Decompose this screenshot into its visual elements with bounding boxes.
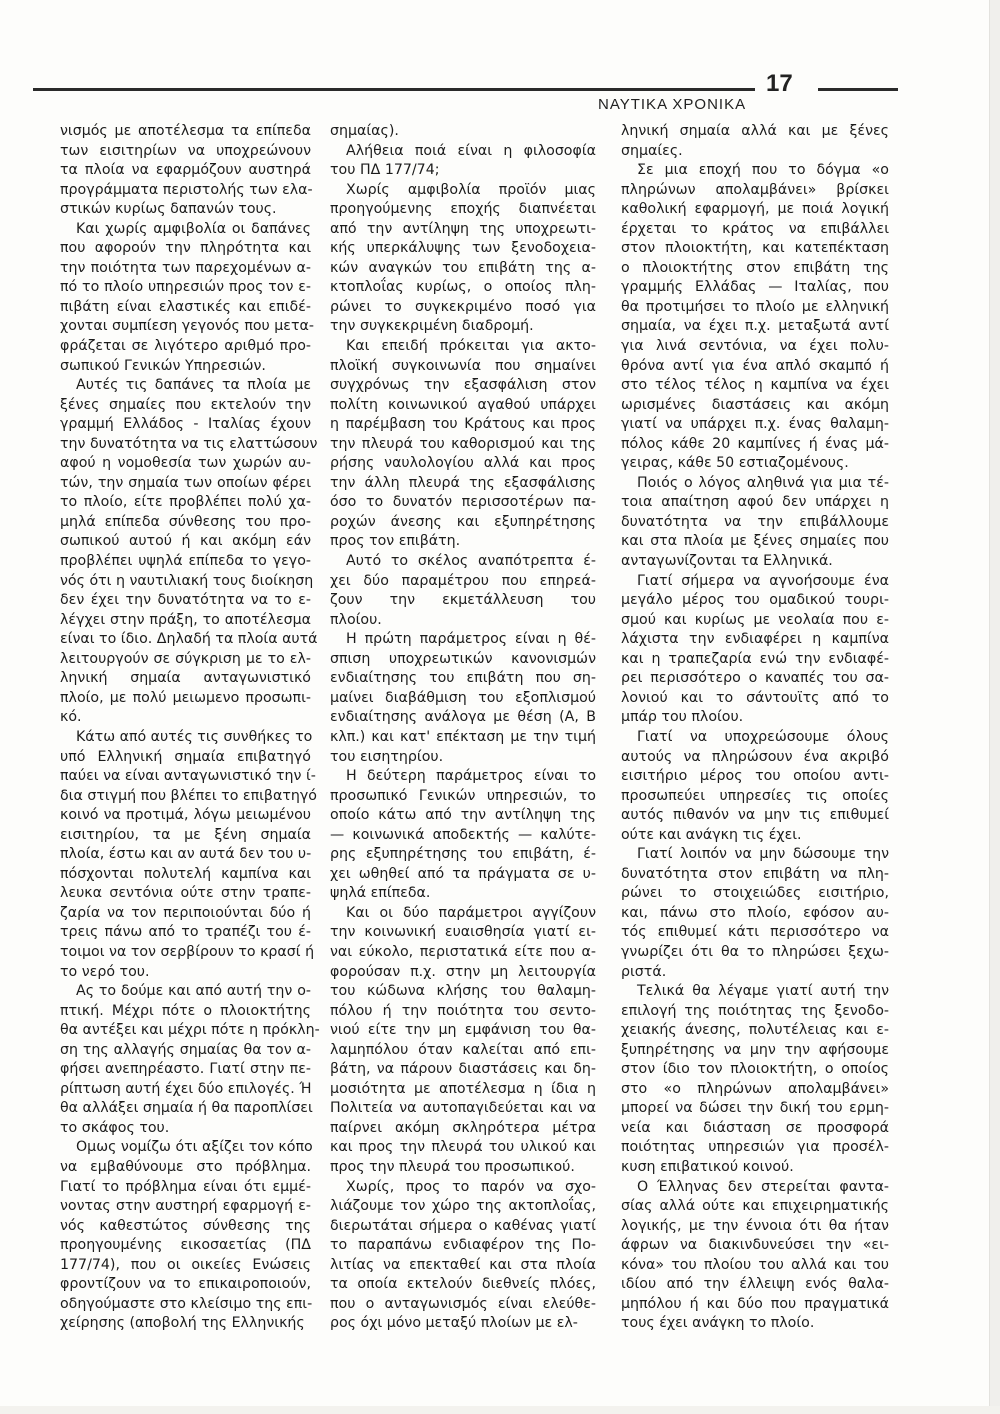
text-line: τοιμοι να τον σερβίρουν το κρασί ή — [60, 943, 315, 960]
text-line: Αλήθεια ποιά είναι η φιλοσοφία — [346, 142, 596, 159]
text-line: όσο το δυνατόν περισσοτέρων πα- — [330, 494, 596, 511]
text-line: υπό Ελληνική σημαία επιβατηγό — [60, 748, 311, 765]
text-line: εισιτήριο μέρος του οποίου αντι- — [621, 768, 889, 785]
text-line: το παραπάνω ενδιαφέρον της Πο- — [330, 1237, 596, 1254]
text-line: Και οι δύο παράμετροι αγγίζουν — [346, 904, 596, 921]
paragraph — [60, 376, 318, 728]
text-line: Ποιός ο λόγος αληθινά για μια τέ- — [637, 474, 889, 491]
text-line: πόλου ή την ποιότητα του σεντο- — [330, 1002, 596, 1019]
text-line: λάχιστα την ενδιαφέρει η καμπίνα — [621, 631, 889, 648]
text-line: σπιση υποχρεωτικών κανονισμών — [330, 650, 596, 667]
text-line: σημαίες. — [621, 142, 683, 159]
text-line: Αυτές τις δαπάνες τα πλοία με — [76, 377, 311, 394]
text-line: θα προτιμήσει το πλοίο με ελληνική — [621, 298, 889, 315]
text-line: του ΠΔ 177/74; — [330, 162, 440, 179]
text-line: ζαρία να τον περιποιούνται δύο ή — [60, 904, 311, 921]
text-line: ναι εύκολο, περιστατικά είτε που α- — [330, 943, 596, 960]
text-line: πτική. Μέχρι πότε ο πλοιοκτήτης — [60, 1002, 311, 1019]
text-line: ριστά. — [621, 963, 667, 980]
text-line: την πλευρά του καθορισμού και της — [330, 435, 596, 452]
text-line: ξένες σημαίες που εκτελούν την — [60, 396, 311, 413]
text-line: νισμός με αποτέλεσμα τα επίπεδα — [60, 123, 311, 139]
text-line: βάτη, να πάρουν διαστάσεις και δη- — [330, 1061, 596, 1078]
text-line: αυτούς να πληρώσουν ένα ακριβό — [621, 748, 889, 765]
text-line: κυση επιβατικού κοινού. — [621, 1158, 794, 1175]
text-line: φορούσαν π.χ. στην μη λειτουργία — [330, 963, 596, 980]
text-line: χει ωθηθεί από τα πράγματα σε υ- — [330, 865, 596, 882]
text-line: μηλά επίπεδα σύνθεσης του προ- — [60, 513, 311, 530]
text-line: πλοϊκή συγκοινωνία που σημαίνει — [330, 357, 596, 374]
text-line: τός επιθυμεί κάτι περισσότερο να — [621, 924, 889, 941]
text-line: νεία και διάσταση σε προσφορά — [621, 1119, 889, 1136]
text-line: χείρησης (αποβολή της Ελληνικής — [60, 1315, 305, 1332]
header-rule-left — [33, 88, 755, 91]
text-line: παίρνει ακόμη σκληρότερα μέτρα — [330, 1119, 596, 1136]
text-line: Ο Έλληνας δεν στερείται φαντα- — [637, 1178, 889, 1195]
text-line: την άλλη πλευρά της εξασφάλισης — [330, 474, 596, 491]
paragraph — [330, 630, 596, 767]
text-line: πόλος κάθε 20 καμπίνες ή ένας μά- — [621, 435, 889, 452]
text-line: προηγούμενης εποχής διαπνέεται — [330, 201, 596, 218]
text-line: κών αναγκών του επιβάτη της α- — [330, 259, 596, 276]
text-line: Και επειδή πρόκειται για ακτο- — [346, 338, 596, 355]
text-line: ρει περισσότερο ο καναπές του σα- — [621, 670, 889, 687]
text-line: καθολική εφαρμογή, με ποιά λογική — [621, 201, 889, 218]
text-line: ροχών άνεσης και εξυπηρέτησης — [330, 513, 596, 530]
text-line: την συγκεκριμένη διαδρομή. — [330, 318, 534, 335]
text-line: λαμηπόλου όταν καλείται από επι- — [330, 1041, 596, 1058]
text-line: χει δύο παραμέτρου που επηρεά- — [330, 572, 596, 589]
text-line: και, πάνω στο πλοίο, εφόσον αυ- — [621, 904, 889, 921]
text-line: ψηλά επίπεδα. — [330, 885, 431, 902]
text-line: προς τον επιβάτη. — [330, 533, 461, 550]
text-line: τους έχει ανάγκη το πλοίο. — [621, 1315, 815, 1332]
text-line: που ο ανταγωνισμός είναι ελεύθε- — [330, 1295, 596, 1312]
text-line: μαίνει διαβάθμιση του εξοπλισμού — [330, 689, 596, 706]
text-line: την δυνατότητα να τις ελαττώσουν — [60, 435, 318, 452]
text-line: χειακής άνεσης, πολυτέλειας και ε- — [621, 1022, 889, 1039]
text-column-1 — [60, 122, 320, 1334]
text-line: και η τραπεζαρία ενώ την ενδιαφέ- — [621, 650, 889, 667]
text-line: κτοπλοΐας κυρίως, ο οποίος πλη- — [330, 279, 596, 296]
text-line: μεγάλο μέρος του ομαδικού τουρι- — [621, 592, 889, 609]
paragraph — [621, 122, 889, 161]
text-line: ούτε και ανάγκη τις έχει. — [621, 826, 802, 843]
text-line: Γιατί να υποχρεώσουμε όλους — [637, 728, 889, 745]
text-line: αυτός πιθανόν να μην τις επιθυμεί — [621, 807, 889, 824]
text-line: εισιτηρίου, τα με ξένη σημαία — [60, 826, 311, 843]
text-line: προγράμματα περιστολής των ελα- — [60, 181, 313, 198]
text-line: φήσει ανεπηρέαστο. Γιατί στην πε- — [60, 1061, 311, 1078]
paragraph — [60, 728, 317, 982]
text-line: την ποιότητα των παρεχομένων α- — [60, 259, 311, 276]
text-line: Κάτω από αυτές τις συνθήκες το — [76, 728, 313, 745]
paragraph — [621, 845, 889, 982]
text-line: γειρας, κάθε 50 εστιαζομένους. — [621, 455, 849, 472]
text-line: πλοίου. — [330, 611, 382, 628]
text-line: το σκάφος του. — [60, 1119, 170, 1136]
text-line: ρήσης ναυλολογίου αλλά και προς — [330, 455, 596, 472]
text-line: λέγχει στην πράξη, το αποτέλεσμα — [60, 611, 311, 628]
paragraph — [330, 1178, 596, 1334]
text-line: σημαίας). — [330, 123, 399, 139]
text-line: σημαία, να έχει π.χ. μεταξωτά αντί — [621, 318, 889, 335]
text-line: του κώδωνα κλήσης του θαλαμη- — [330, 983, 596, 1000]
paragraph — [621, 728, 889, 845]
text-line: δεν έχει την δυνατότητα να το ε- — [60, 592, 311, 609]
text-line: ρώνει το συγκεκριμένο ποσό για — [330, 298, 596, 315]
paragraph — [621, 161, 889, 474]
journal-title: ΝΑΥΤΙΚΑ ΧΡΟΝΙΚΑ — [598, 96, 747, 113]
text-line: Χωρίς, προς το παρόν να σχο- — [346, 1178, 596, 1195]
paragraph — [330, 122, 596, 142]
text-line: λιάζουμε τον χώρο της ακτοπλοΐας, — [330, 1198, 596, 1215]
page-number: 17 — [766, 70, 793, 97]
text-line: φράζεται σε λιγότερο αριθμό προ- — [60, 338, 311, 355]
text-line: Η πρώτη παράμετρος είναι η θέ- — [346, 631, 596, 648]
text-line: ρίπτωση αυτή έχει δύο επιλογές. Ή — [60, 1080, 312, 1097]
text-line: λογικής, με την έννοια ότι θα ήταν — [621, 1217, 889, 1234]
text-line: τρεις πάνω από το τραπέζι του έ- — [60, 924, 311, 941]
text-line: θρόνα αντί για ένα απλό σκαμπό ή — [621, 357, 889, 374]
text-line: γραμμής Ελλάδας — Ιταλίας, που — [621, 279, 889, 296]
text-line: ση της αλλαγής σημαίας θα τον α- — [60, 1041, 311, 1058]
text-line: νοντας στην αυστηρή εφαρμογή ε- — [60, 1198, 311, 1215]
text-line: λιτίας να επεκταθεί και στα πλοία — [330, 1256, 596, 1273]
text-line: μπάρ του πλοίου. — [621, 709, 744, 726]
text-line: άφρων να διακινδυνεύσει την «ει- — [621, 1237, 889, 1254]
text-line: για λινά σεντόνια, να έχει πολυ- — [621, 338, 889, 355]
text-line: από την αντίληψη της υποχρεωτι- — [330, 220, 596, 237]
text-line: μπορεί να δώσει την δική του ερμη- — [621, 1100, 889, 1117]
text-line: θα αλλάξει σημαία ή θα παροπλίσει — [60, 1100, 313, 1117]
text-column-2 — [330, 122, 596, 1334]
text-line: παύει να είναι ανταγωνιστικό την ί- — [60, 768, 316, 785]
paragraph — [621, 982, 889, 1177]
text-line: Αυτό το σκέλος αναπότρεπτα έ- — [346, 553, 596, 570]
text-line: να εμβαθύνουμε στο πρόβλημα. — [60, 1158, 311, 1175]
text-line: μοσιότητα με αποτέλεσμα η ίδια η — [330, 1080, 596, 1097]
text-line: προβλέπει υψηλά επίπεδα το γεγο- — [60, 553, 311, 570]
paragraph — [330, 181, 596, 337]
text-line: Ομως νομίζω ότι αξίζει τον κόπο — [76, 1139, 313, 1156]
text-line: σίας αλλά ούτε και επιχειρηματικής — [621, 1198, 889, 1215]
text-line: προηγουμένης εικοσαετίας (ΠΔ — [60, 1237, 311, 1254]
text-line: και στα πλοία με ξένες σημαίες που — [621, 533, 889, 550]
text-line: λειτουργούν σε σύγκριση με το ελ- — [60, 650, 311, 667]
paragraph — [60, 122, 311, 220]
text-line: γνωρίζει ότι θα το πληρώσει ξεχω- — [621, 943, 889, 960]
text-line: σωπικού Γενικών Υπηρεσιών. — [60, 357, 266, 374]
text-line: νός ότι η ναυτιλιακή τους διοίκηση — [60, 572, 314, 589]
text-line: επιλογή της ποιότητας της ξενοδο- — [621, 1002, 889, 1019]
text-line: προσωπεύει υπηρεσίες τις οποίες — [621, 787, 889, 804]
paragraph — [330, 767, 596, 904]
text-line: Γιατί το πρόβλημα είναι ότι εμμέ- — [60, 1178, 311, 1195]
text-line: η παρέμβαση του Κράτους και προς — [330, 416, 596, 433]
text-line: πόσχονται πολυτελή καμπίνα και — [60, 865, 311, 882]
text-line: ρης εξυπηρέτησης του επιβάτη, έ- — [330, 846, 596, 863]
text-line: πολίτη κοινωνικού αγαθού υπάρχει — [330, 396, 596, 413]
text-line: φροντίζουν να το επικαιροποιούν, — [60, 1276, 311, 1293]
page-edge — [989, 0, 1000, 1414]
paragraph — [330, 904, 596, 1178]
text-line: Και χωρίς αμφιβολία οι δαπάνες — [76, 220, 311, 237]
text-line: ληνική σημαία αλλά και με ξένες — [621, 123, 889, 139]
text-line: 177/74), που οι οικείες Ενώσεις — [60, 1256, 311, 1273]
text-line: Η δεύτερη παράμετρος είναι το — [346, 768, 596, 785]
paragraph — [330, 337, 596, 552]
text-column-3 — [621, 122, 889, 1334]
text-line: γιατί να υπάρχει π.χ. ένας θαλαμη- — [621, 416, 889, 433]
text-line: ο πλοιοκτήτης στον επιβάτη της — [621, 259, 889, 276]
text-line: κλπ.) και κατ' επέκταση με την τιμή — [330, 728, 596, 745]
text-line: Γιατί σήμερα να αγνοήσουμε ένα — [637, 572, 889, 589]
text-line: ωρισμένες διαστάσεις και ακόμη — [621, 396, 889, 413]
text-line: το νερό του. — [60, 963, 150, 980]
text-line: τών, την σημαία των οποίων φέρει — [60, 474, 311, 491]
text-line: — κοινωνικά αποδεκτής — καλύτε- — [330, 826, 596, 843]
text-line: στο τέλος τέλος η καμπίνα να έχει — [621, 377, 889, 394]
text-line: πληρώνων απολαμβάνει» βρίσκει — [621, 181, 889, 198]
text-line: ρώνει το στοιχειώδες εισιτήριο, — [621, 885, 889, 902]
text-line: έρχεται το κράτος να επιβάλλει — [621, 220, 889, 237]
text-line: που αφορούν την πληρότητα και — [60, 240, 311, 257]
text-line: την κοινωνική ευαισθησία γιατί ει- — [330, 924, 596, 941]
text-line: στον πλοιοκτήτη, και κατεπέκταση — [621, 240, 889, 257]
text-line: οδηγούμαστε στο κλείσιμο της επι- — [60, 1295, 313, 1312]
text-line: σωπικού αυτού ή και ακόμη εάν — [60, 533, 311, 550]
text-line: τα πλοία να εφαρμόζουν αυστηρά — [60, 162, 311, 179]
text-line: ποιότητας υπηρεσιών για προσέλ- — [621, 1139, 889, 1156]
text-line: λονιού και το σάντουϊτς από το — [621, 689, 889, 706]
text-line: λευκα σεντόνια ούτε στην τραπε- — [60, 885, 311, 902]
text-line: στικών κυρίως δαπανών τους. — [60, 201, 277, 218]
text-line: των εισιτηρίων να υποχρεώνουν — [60, 142, 311, 159]
text-line: γραμμή Ελλάδος - Ιταλίας έχουν — [60, 416, 311, 433]
text-line: διερωτάται σήμερα ο καθένας γιατί — [330, 1217, 596, 1234]
page-bottom-edge — [0, 1406, 1000, 1414]
text-line: Χωρίς αμφιβολία προϊόν μιας — [346, 181, 596, 198]
paragraph — [330, 552, 596, 630]
text-line: νός καθεστώτος σύνθεσης της — [60, 1217, 311, 1234]
text-line: Σε μια εποχή που το δόγμα «ο — [637, 162, 889, 179]
paragraph — [621, 572, 889, 728]
text-line: πιβάτη είναι ελαστικές και επιδέ- — [60, 298, 311, 315]
text-line: στο «ο πληρώνων απολαμβάνει» — [621, 1080, 889, 1097]
text-line: θα αντέξει και μέχρι πότε η πρόκλη- — [60, 1022, 320, 1039]
text-line: αφού η νομοθεσία των χωρών αυ- — [60, 455, 311, 472]
text-line: ξυπηρέτησης να μην την αφήσουμε — [621, 1041, 889, 1058]
text-line: ενδιαίτησης ανάλογα με θέση (Α, Β — [330, 709, 596, 726]
text-line: ιδίου από την έλλειψη ενός θαλα- — [621, 1276, 889, 1293]
text-line: Τελικά θα λέγαμε γιατί αυτή την — [637, 983, 889, 1000]
text-line: στον ίδιο τον πλοιοκτήτη, ο οποίος — [621, 1061, 889, 1078]
paragraph — [621, 1178, 889, 1334]
text-line: είναι το ίδιο. Δηλαδή τα πλοία αυτά — [60, 631, 318, 648]
text-line: Γιατί λοιπόν να μην δώσουμε την — [637, 846, 889, 863]
text-line: Πολιτεία να αυτοπαγιδεύεται και να — [330, 1100, 596, 1117]
text-line: ρος όχι μόνο μεταξύ πλοίων με ελ- — [330, 1315, 578, 1332]
text-line: ληνική σημαία ανταγωνιστικό — [60, 670, 311, 687]
text-line: το πλοίο, είτε προβλέπει πολύ χα- — [60, 494, 311, 511]
text-line: πό το πλοίο υπηρεσιών προς τον ε- — [60, 279, 311, 296]
text-line: νιού είτε την μη εμφάνιση του θα- — [330, 1022, 596, 1039]
paragraph — [60, 220, 314, 376]
text-line: και προς την πλευρά του υλικού και — [330, 1139, 596, 1156]
paragraph — [621, 474, 889, 572]
text-line: δυνατότητα να την επιβάλλουμε — [621, 513, 889, 530]
text-line: ζουν την εκμετάλλευση του — [330, 592, 596, 609]
text-line: κό. — [60, 709, 82, 726]
text-line: του εισητηρίου. — [330, 748, 444, 765]
text-line: συγχρόνως την εξασφάλιση στον — [330, 377, 596, 394]
text-line: χονται συμπίεση γεγονός που μετα- — [60, 318, 314, 335]
text-line: ενδιαίτησης του επιβάτη που ση- — [330, 670, 596, 687]
text-line: κοινό να προτιμά, λόγω μειωμένου — [60, 807, 311, 824]
paragraph — [60, 1138, 311, 1333]
text-line: Ας το δούμε και από αυτή την ο- — [76, 983, 311, 1000]
text-line: δια στιγμή που βλέπει το επιβατηγό — [60, 787, 317, 804]
paragraph — [60, 982, 320, 1138]
text-line: ανταγωνίζονται τα Ελληνικά. — [621, 553, 833, 570]
header-rule-right — [818, 88, 898, 91]
text-line: σμού και κυρίως με νεολαία που ε- — [621, 611, 889, 628]
text-line: κής υπερκάλυψης των ξενοδοχεια- — [330, 240, 596, 257]
text-line: δυνατότητα στον επιβάτη να πλη- — [621, 865, 889, 882]
text-line: τα οποία εκτελούν διεθνείς πλόες, — [330, 1276, 596, 1293]
text-line: μηπόλου ή και δύο που πραγματικά — [621, 1295, 889, 1312]
text-line: κόνα» του πλοίου του αλλά και του — [621, 1256, 889, 1273]
paragraph — [330, 142, 596, 181]
text-line: προς την πλευρά του προσωπικού. — [330, 1158, 575, 1175]
text-line: πλοίο, με πολύ μειωμενο προσωπι- — [60, 689, 311, 706]
text-line: πλοία, έστω και αν αυτά δεν του υ- — [60, 846, 312, 863]
text-line: τοια απαίτηση αφού δεν υπάρχει η — [621, 494, 889, 511]
text-line: προσωπικό Γενικών υπηρεσιών, το — [330, 787, 596, 804]
text-line: οποίο κάτω από την αντίληψη της — [330, 807, 596, 824]
